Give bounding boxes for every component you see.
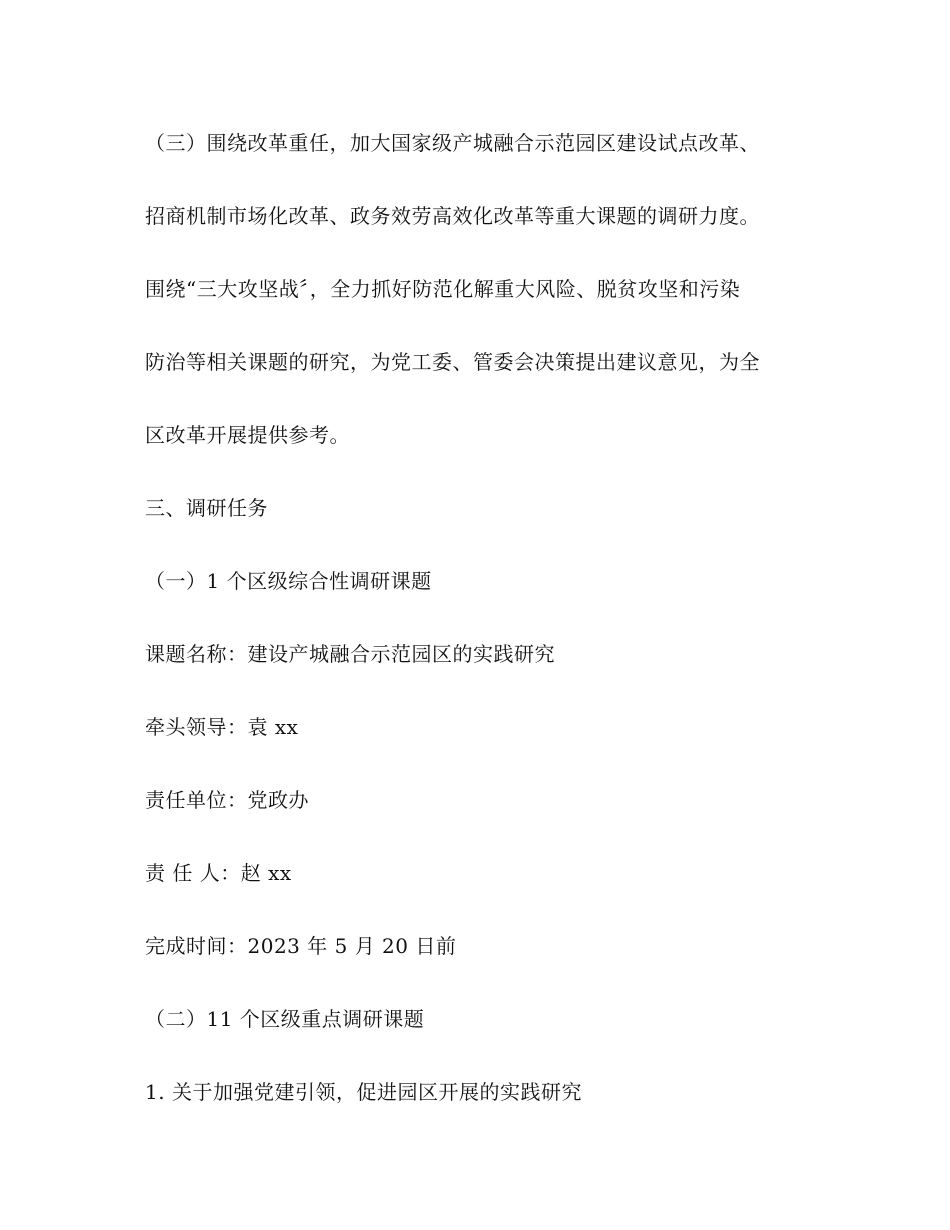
topic-name: 课题名称：建设产城融合示范园区的实践研究 [145,642,555,666]
subsection-heading: （二）11 个区级重点调研课题 [145,1007,425,1031]
section-heading: 三、调研任务 [145,496,268,520]
subsection-heading: （一）1 个区级综合性调研课题 [145,569,432,593]
paragraph-line: 防治等相关课题的研究，为党工委、管委会决策提出建议意见，为全 [145,350,760,374]
list-item: 1. 关于加强党建引领，促进园区开展的实践研究 [145,1080,582,1104]
responsible-person: 责 任 人：赵 xx [145,861,292,885]
paragraph-line: 区改革开展提供参考。 [145,423,350,447]
completion-time: 完成时间：2023 年 5 月 20 日前 [145,934,457,958]
paragraph-line: 招商机制市场化改革、政务效劳高效化改革等重大课题的调研力度。 [145,204,760,228]
lead-leader: 牵头领导：袁 xx [145,715,299,739]
responsible-unit: 责任单位：党政办 [145,788,309,812]
paragraph-line: 围绕“三大攻坚战〞，全力抓好防范化解重大风险、脱贫攻坚和污染 [145,277,741,301]
paragraph-line: （三）围绕改革重任，加大国家级产城融合示范园区建设试点改革、 [145,131,760,155]
